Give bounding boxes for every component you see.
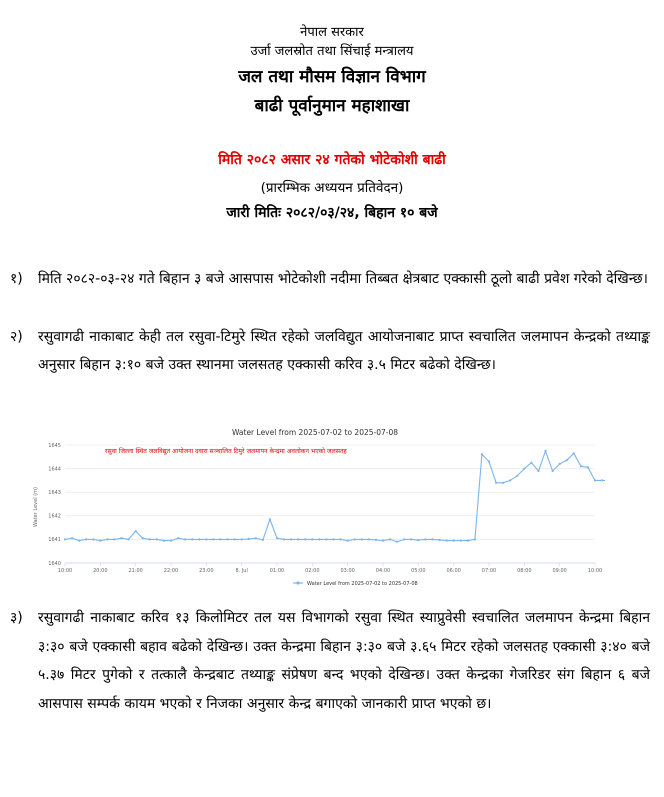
report-title: मिति २०८२ असार २४ गतेको भोटेकोशी बाढी xyxy=(218,152,446,168)
data-point[interactable] xyxy=(99,540,101,542)
data-point[interactable] xyxy=(559,463,561,465)
data-point[interactable] xyxy=(297,538,299,540)
data-point[interactable] xyxy=(417,539,419,541)
data-point[interactable] xyxy=(431,538,433,540)
data-point[interactable] xyxy=(276,537,278,539)
y-tick-label: 1644 xyxy=(48,466,61,473)
water-level-chart xyxy=(25,423,605,593)
data-point[interactable] xyxy=(467,540,469,542)
data-point[interactable] xyxy=(509,479,511,481)
data-point[interactable] xyxy=(368,538,370,540)
data-point[interactable] xyxy=(389,538,391,540)
data-point[interactable] xyxy=(382,540,384,542)
data-point[interactable] xyxy=(453,540,455,542)
data-point[interactable] xyxy=(340,538,342,540)
data-point[interactable] xyxy=(474,538,476,540)
x-tick-label: 10:00 xyxy=(57,568,73,574)
x-tick-label: 10:00 xyxy=(587,568,603,574)
chart-legend[interactable] xyxy=(293,581,418,587)
y-tick-label: 1642 xyxy=(48,513,61,520)
data-point[interactable] xyxy=(537,470,539,472)
point-3 xyxy=(10,604,650,718)
x-tick-label: 22:00 xyxy=(163,568,179,574)
data-point[interactable] xyxy=(135,530,137,532)
x-tick-label: 06:00 xyxy=(446,568,461,574)
x-tick-label: 21:00 xyxy=(128,568,143,574)
y-tick-label: 1641 xyxy=(48,537,61,544)
data-point[interactable] xyxy=(128,538,130,540)
data-point[interactable] xyxy=(156,538,158,540)
x-tick-label: 8. Jul xyxy=(235,568,248,574)
data-point[interactable] xyxy=(304,538,306,540)
data-point[interactable] xyxy=(516,475,518,477)
data-point[interactable] xyxy=(573,452,575,454)
chart-title: Water Level from 2025-07-02 to 2025-07-08 xyxy=(231,428,399,437)
x-tick-label: 08:00 xyxy=(517,568,532,574)
legend-marker xyxy=(296,581,299,584)
data-point[interactable] xyxy=(566,459,568,461)
data-point[interactable] xyxy=(460,540,462,542)
data-point[interactable] xyxy=(311,538,313,540)
government-name: नेपाल सरकार xyxy=(300,25,364,40)
point-number: २) xyxy=(10,329,23,345)
data-point[interactable] xyxy=(248,538,250,540)
data-point[interactable] xyxy=(410,538,412,540)
x-tick-label: 04:00 xyxy=(375,568,391,574)
point-1 xyxy=(10,265,650,293)
x-tick-label: 02:00 xyxy=(305,568,320,574)
x-tick-label: 01:00 xyxy=(269,568,285,574)
report-subtitle: (प्रारम्भिक अध्ययन प्रतिवेदन) xyxy=(260,180,404,196)
data-point[interactable] xyxy=(495,482,497,484)
data-point[interactable] xyxy=(580,465,582,467)
data-point[interactable] xyxy=(149,538,151,540)
data-point[interactable] xyxy=(177,537,179,539)
chart-annotation: रसुवा जिल्ला स्थित जलविद्युत आयोजना दवारा सञ्चालित टिमुरे जलमापन केन्द्रमा अवलोकन भएको जलसतह xyxy=(105,448,347,455)
data-point[interactable] xyxy=(347,540,349,542)
department-name: जल तथा मौसम विज्ञान विभाग xyxy=(238,67,426,87)
point-text: रसुवागढी नाकाबाट करिव १३ किलोमिटर तल यस विभागको रसुवा स्थित स्याप्रुवेसी स्वचालित जलमापन केन्द्रमा बिहान ३:३० बजे एक्कासी बहाव बढेको देखिन्छ। उक्त केन्द्रमा बिहान ३:३० बजे ३.६५ मिटर रहेको जलसतह एक्कासी ३:४० बजे ५.३७ मिटर पुगेको र तत्कालै केन्द्रबाट तथ्याङ्क संप्रेषण बन्द भएको देखिन्छ। उक्त केन्द्रका गेजरिडर संग बिहान ६ बजे आसपास सम्पर्क कायम भएको र निजका अनुसार केन्द्र बगाएको जानकारी प्राप्त भएको छ। xyxy=(38,610,650,712)
data-point[interactable] xyxy=(481,453,483,455)
data-point[interactable] xyxy=(262,539,264,541)
data-point[interactable] xyxy=(113,538,115,540)
data-point[interactable] xyxy=(92,538,94,540)
data-point[interactable] xyxy=(142,537,144,539)
data-point[interactable] xyxy=(290,538,292,540)
y-tick-label: 1640 xyxy=(48,560,61,567)
data-point[interactable] xyxy=(601,479,603,481)
data-point[interactable] xyxy=(64,538,66,540)
x-tick-label: 20:00 xyxy=(93,568,108,574)
data-point[interactable] xyxy=(502,482,504,484)
point-2 xyxy=(10,323,650,379)
x-tick-label: 23:00 xyxy=(199,568,214,574)
point-number: १) xyxy=(10,271,23,287)
data-point[interactable] xyxy=(530,462,532,464)
data-point[interactable] xyxy=(205,538,207,540)
data-point[interactable] xyxy=(424,538,426,540)
data-point[interactable] xyxy=(594,479,596,481)
division-name: बाढी पूर्वानुमान महाशाखा xyxy=(254,96,410,116)
data-point[interactable] xyxy=(212,538,214,540)
data-point[interactable] xyxy=(219,538,221,540)
data-point[interactable] xyxy=(361,538,363,540)
data-point[interactable] xyxy=(226,538,228,540)
data-point[interactable] xyxy=(241,538,243,540)
data-point[interactable] xyxy=(191,538,193,540)
data-point[interactable] xyxy=(544,450,546,452)
data-point[interactable] xyxy=(354,538,356,540)
x-tick-label: 03:00 xyxy=(340,568,355,574)
data-point[interactable] xyxy=(318,538,320,540)
data-point[interactable] xyxy=(396,541,398,543)
data-point[interactable] xyxy=(587,466,589,468)
legend-label: Water Level from 2025-07-02 to 2025-07-08 xyxy=(307,581,418,587)
x-tick-label: 05:00 xyxy=(411,568,426,574)
data-point[interactable] xyxy=(332,538,334,540)
data-point[interactable] xyxy=(552,470,554,472)
y-tick-label: 1645 xyxy=(48,442,61,449)
data-point[interactable] xyxy=(269,518,271,520)
data-point[interactable] xyxy=(163,540,165,542)
data-point[interactable] xyxy=(170,540,172,542)
data-point[interactable] xyxy=(120,537,122,539)
data-point[interactable] xyxy=(438,539,440,541)
data-point[interactable] xyxy=(375,539,377,541)
data-point[interactable] xyxy=(85,538,87,540)
data-point[interactable] xyxy=(234,538,236,540)
x-tick-label: 07:00 xyxy=(481,568,497,574)
data-point[interactable] xyxy=(106,538,108,540)
data-point[interactable] xyxy=(255,537,257,539)
data-point[interactable] xyxy=(184,538,186,540)
ministry-name: उर्जा जलस्रोत तथा सिंचाई मन्त्रालय xyxy=(250,44,414,59)
issue-date: जारी मितिः २०८२/०३/२४, बिहान १० बजे xyxy=(226,205,438,221)
data-point[interactable] xyxy=(325,538,327,540)
y-axis-label: Water Level (m) xyxy=(33,487,39,527)
data-point[interactable] xyxy=(403,538,405,540)
y-tick-label: 1643 xyxy=(48,490,61,496)
data-point[interactable] xyxy=(488,460,490,462)
data-point[interactable] xyxy=(446,540,448,542)
data-point[interactable] xyxy=(78,540,80,542)
data-point[interactable] xyxy=(523,468,525,470)
point-text: रसुवागढी नाकाबाट केही तल रसुवा-टिमुरे स्थित रहेको जलविद्युत आयोजनाबाट प्राप्त स्वचालित जलमापन केन्द्रको तथ्याङ्क अनुसार बिहान ३:१० बजे उक्त स्थानमा जलसतह एक्कासी करिव ३.५ मिटर बढेको देखिन्छ। xyxy=(38,329,650,373)
data-point[interactable] xyxy=(198,538,200,540)
data-point[interactable] xyxy=(71,537,73,539)
point-text: मिति २०८२-०३-२४ गते बिहान ३ बजे आसपास भोटेकोशी नदीमा तिब्बत क्षेत्रबाट एक्कासी ठूलो बाढी प्रवेश गरेको देखिन्छ। xyxy=(38,271,648,287)
x-tick-label: 09:00 xyxy=(552,568,567,574)
point-number: ३) xyxy=(10,610,23,626)
data-point[interactable] xyxy=(283,538,285,540)
